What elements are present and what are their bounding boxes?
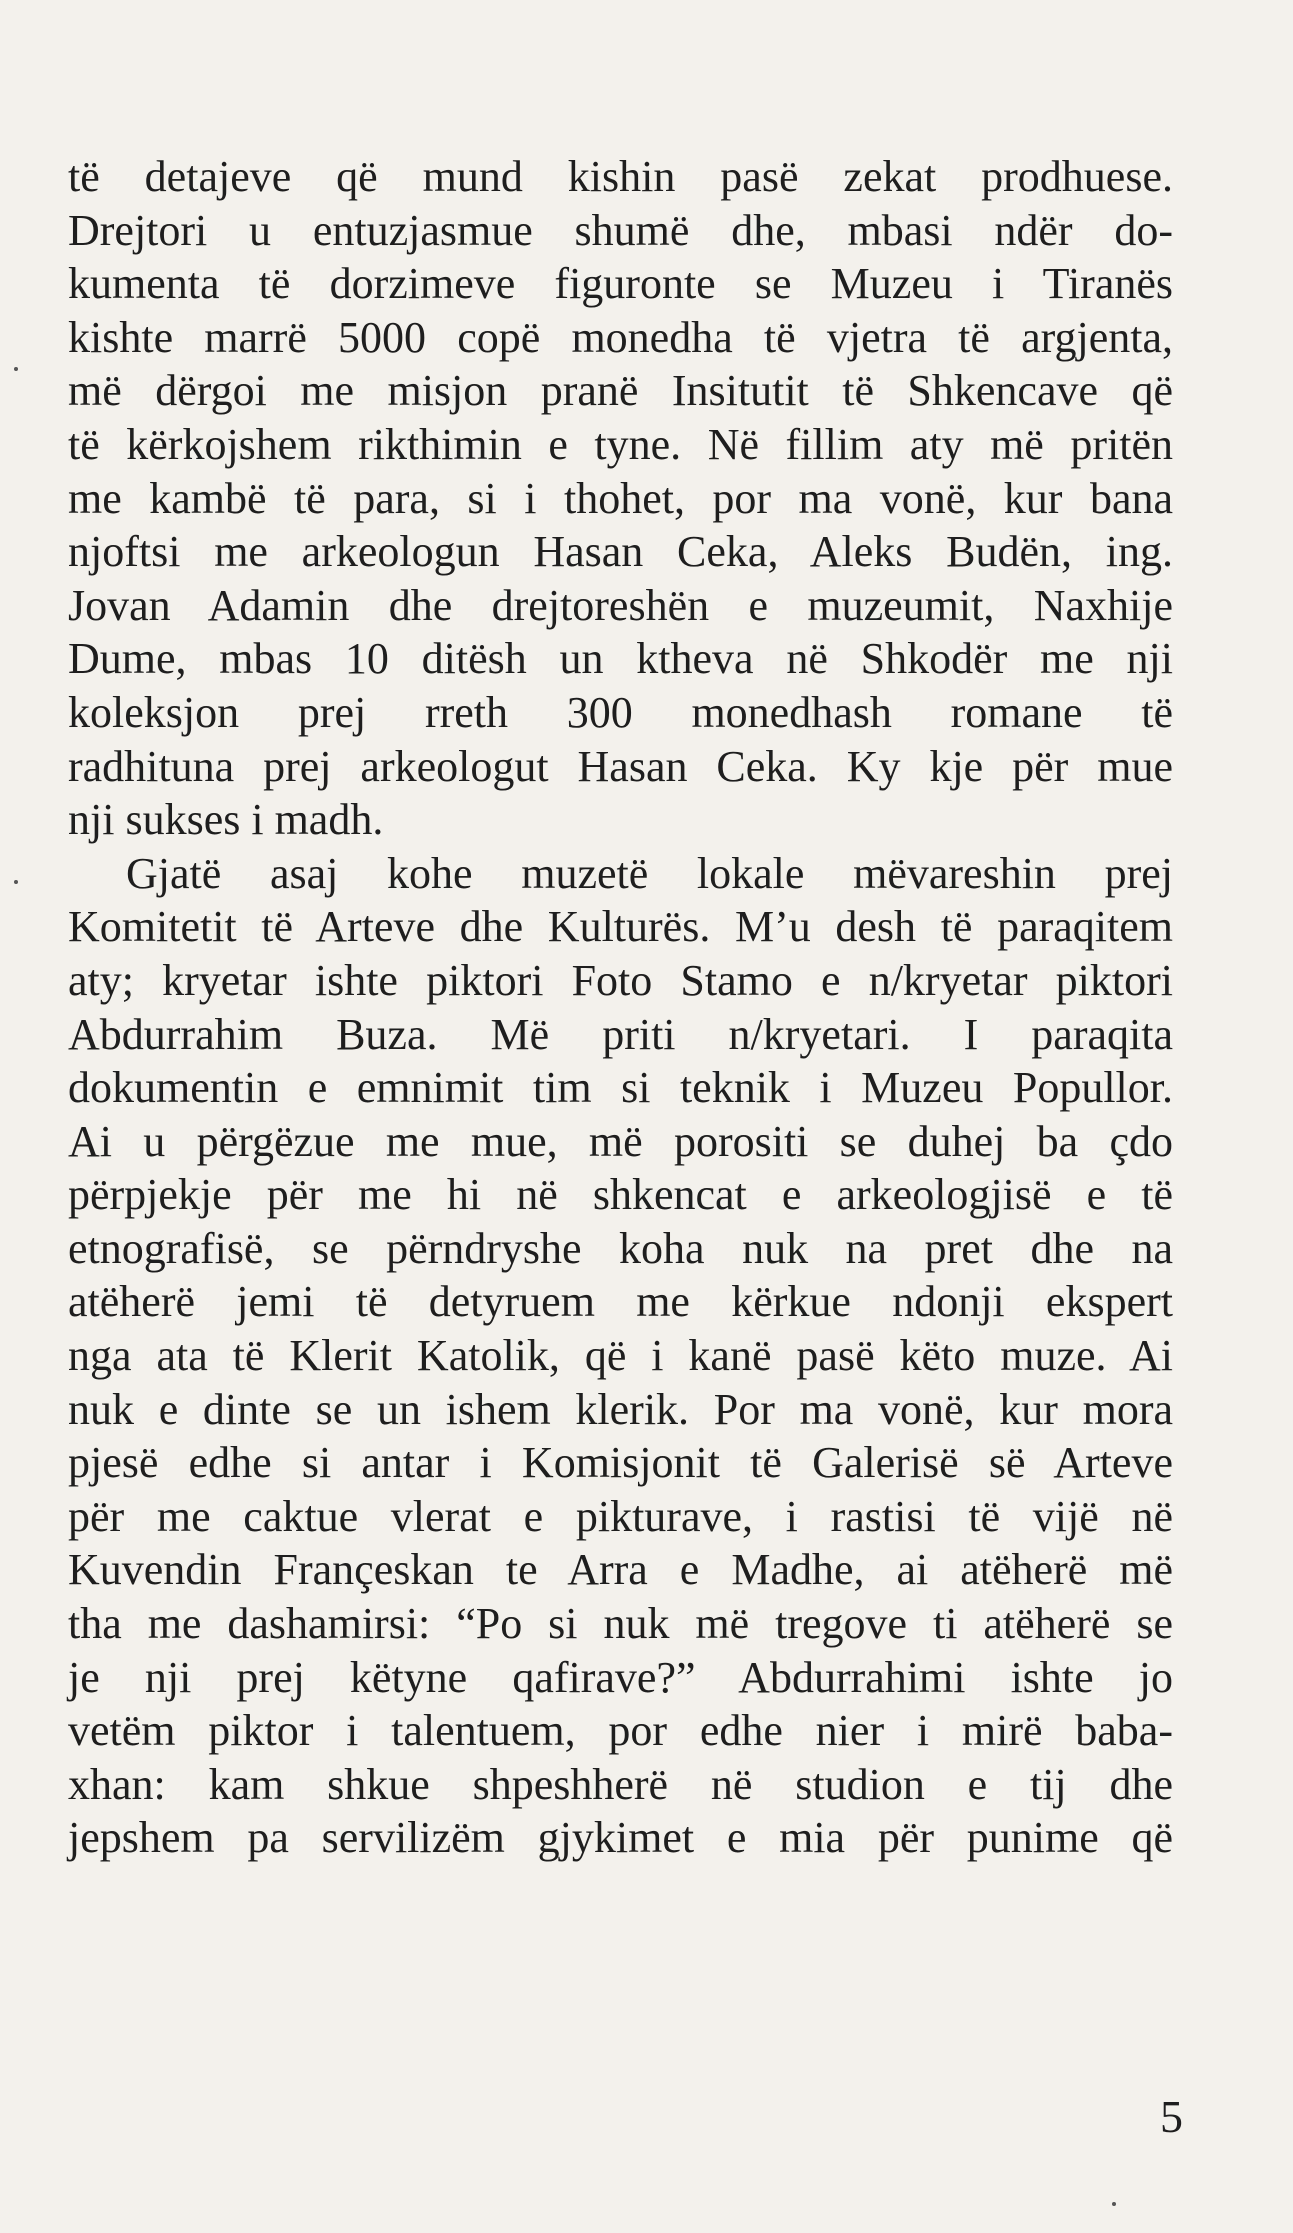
text-line: Jovan Adamin dhe drejtoreshën e muzeumit, Naxhije: [68, 580, 1173, 630]
text-line: Gjatë asaj kohe muzetë lokale mëvareshin prej: [126, 848, 1173, 898]
text-line: përpjekje për me hi në shkencat e arkeologjisë e të: [68, 1170, 1173, 1220]
text-line: dokumentin e emnimit tim si teknik i Muzeu Popullor.: [68, 1063, 1173, 1113]
text-line: kumenta të dorzimeve figuronte se Muzeu i Tiranës: [68, 259, 1173, 309]
text-line: xhan: kam shkue shpeshherë në studion e tij dhe: [68, 1759, 1173, 1809]
text-line: me kambë të para, si i thohet, por ma vonë, kur bana: [68, 473, 1173, 523]
text-line: je nji prej këtyne qafirave?” Abdurrahimi ishte jo: [68, 1652, 1173, 1702]
text-line: vetëm piktor i talentuem, por edhe nier i mirë baba-: [68, 1706, 1173, 1756]
text-line: nuk e dinte se un ishem klerik. Por ma vonë, kur mora: [68, 1384, 1173, 1434]
text-line: kishte marrë 5000 copë monedha të vjetra të argjenta,: [68, 312, 1173, 362]
text-line: Drejtori u entuzjasmue shumë dhe, mbasi ndër do-: [68, 205, 1173, 255]
paragraph-1: [68, 150, 1173, 847]
text-line: të kërkojshem rikthimin e tyne. Në fillim aty më pritën: [68, 419, 1173, 469]
scan-speck: [1112, 2202, 1116, 2206]
text-line: nji sukses i madh.: [68, 795, 384, 845]
text-line: më dërgoi me misjon pranë Insitutit të Shkencave që: [68, 366, 1173, 416]
text-line: Komitetit të Arteve dhe Kulturës. M’u desh të paraqitem: [68, 902, 1173, 952]
text-line: Abdurrahim Buza. Më priti n/kryetari. I paraqita: [68, 1009, 1173, 1059]
text-line: atëherë jemi të detyruem me kërkue ndonji ekspert: [68, 1277, 1173, 1327]
text-line: koleksjon prej rreth 300 monedhash romane të: [68, 687, 1173, 737]
text-line: jepshem pa servilizëm gjykimet e mia për punime që: [68, 1813, 1173, 1863]
text-line: nga ata të Klerit Katolik, që i kanë pasë këto muze. Ai: [68, 1331, 1173, 1381]
page-number: 5: [1160, 2091, 1183, 2142]
text-line: pjesë edhe si antar i Komisjonit të Galerisë së Arteve: [68, 1438, 1173, 1488]
text-line: etnografisë, se përndryshe koha nuk na pret dhe na: [68, 1223, 1173, 1273]
text-line: Ai u përgëzue me mue, më porositi se duhej ba çdo: [68, 1116, 1173, 1166]
text-line: për me caktue vlerat e pikturave, i rastisi të vijë në: [68, 1491, 1173, 1541]
text-line: aty; kryetar ishte piktori Foto Stamo e n/kryetar piktori: [68, 955, 1173, 1005]
scan-speck: [14, 880, 18, 884]
text-line: radhituna prej arkeologut Hasan Ceka. Ky kje për mue: [68, 741, 1173, 791]
scan-speck: [14, 367, 18, 371]
text-line: njoftsi me arkeologun Hasan Ceka, Aleks Budën, ing.: [68, 527, 1173, 577]
page-body-text: [68, 150, 1173, 1865]
text-line: Dume, mbas 10 ditësh un ktheva në Shkodër me nji: [68, 634, 1173, 684]
text-line: tha me dashamirsi: “Po si nuk më tregove ti atëherë se: [68, 1599, 1173, 1649]
paragraph-2: [68, 847, 1173, 1865]
text-line: Kuvendin Françeskan te Arra e Madhe, ai atëherë më: [68, 1545, 1173, 1595]
text-line: të detajeve që mund kishin pasë zekat prodhuese.: [68, 152, 1173, 201]
